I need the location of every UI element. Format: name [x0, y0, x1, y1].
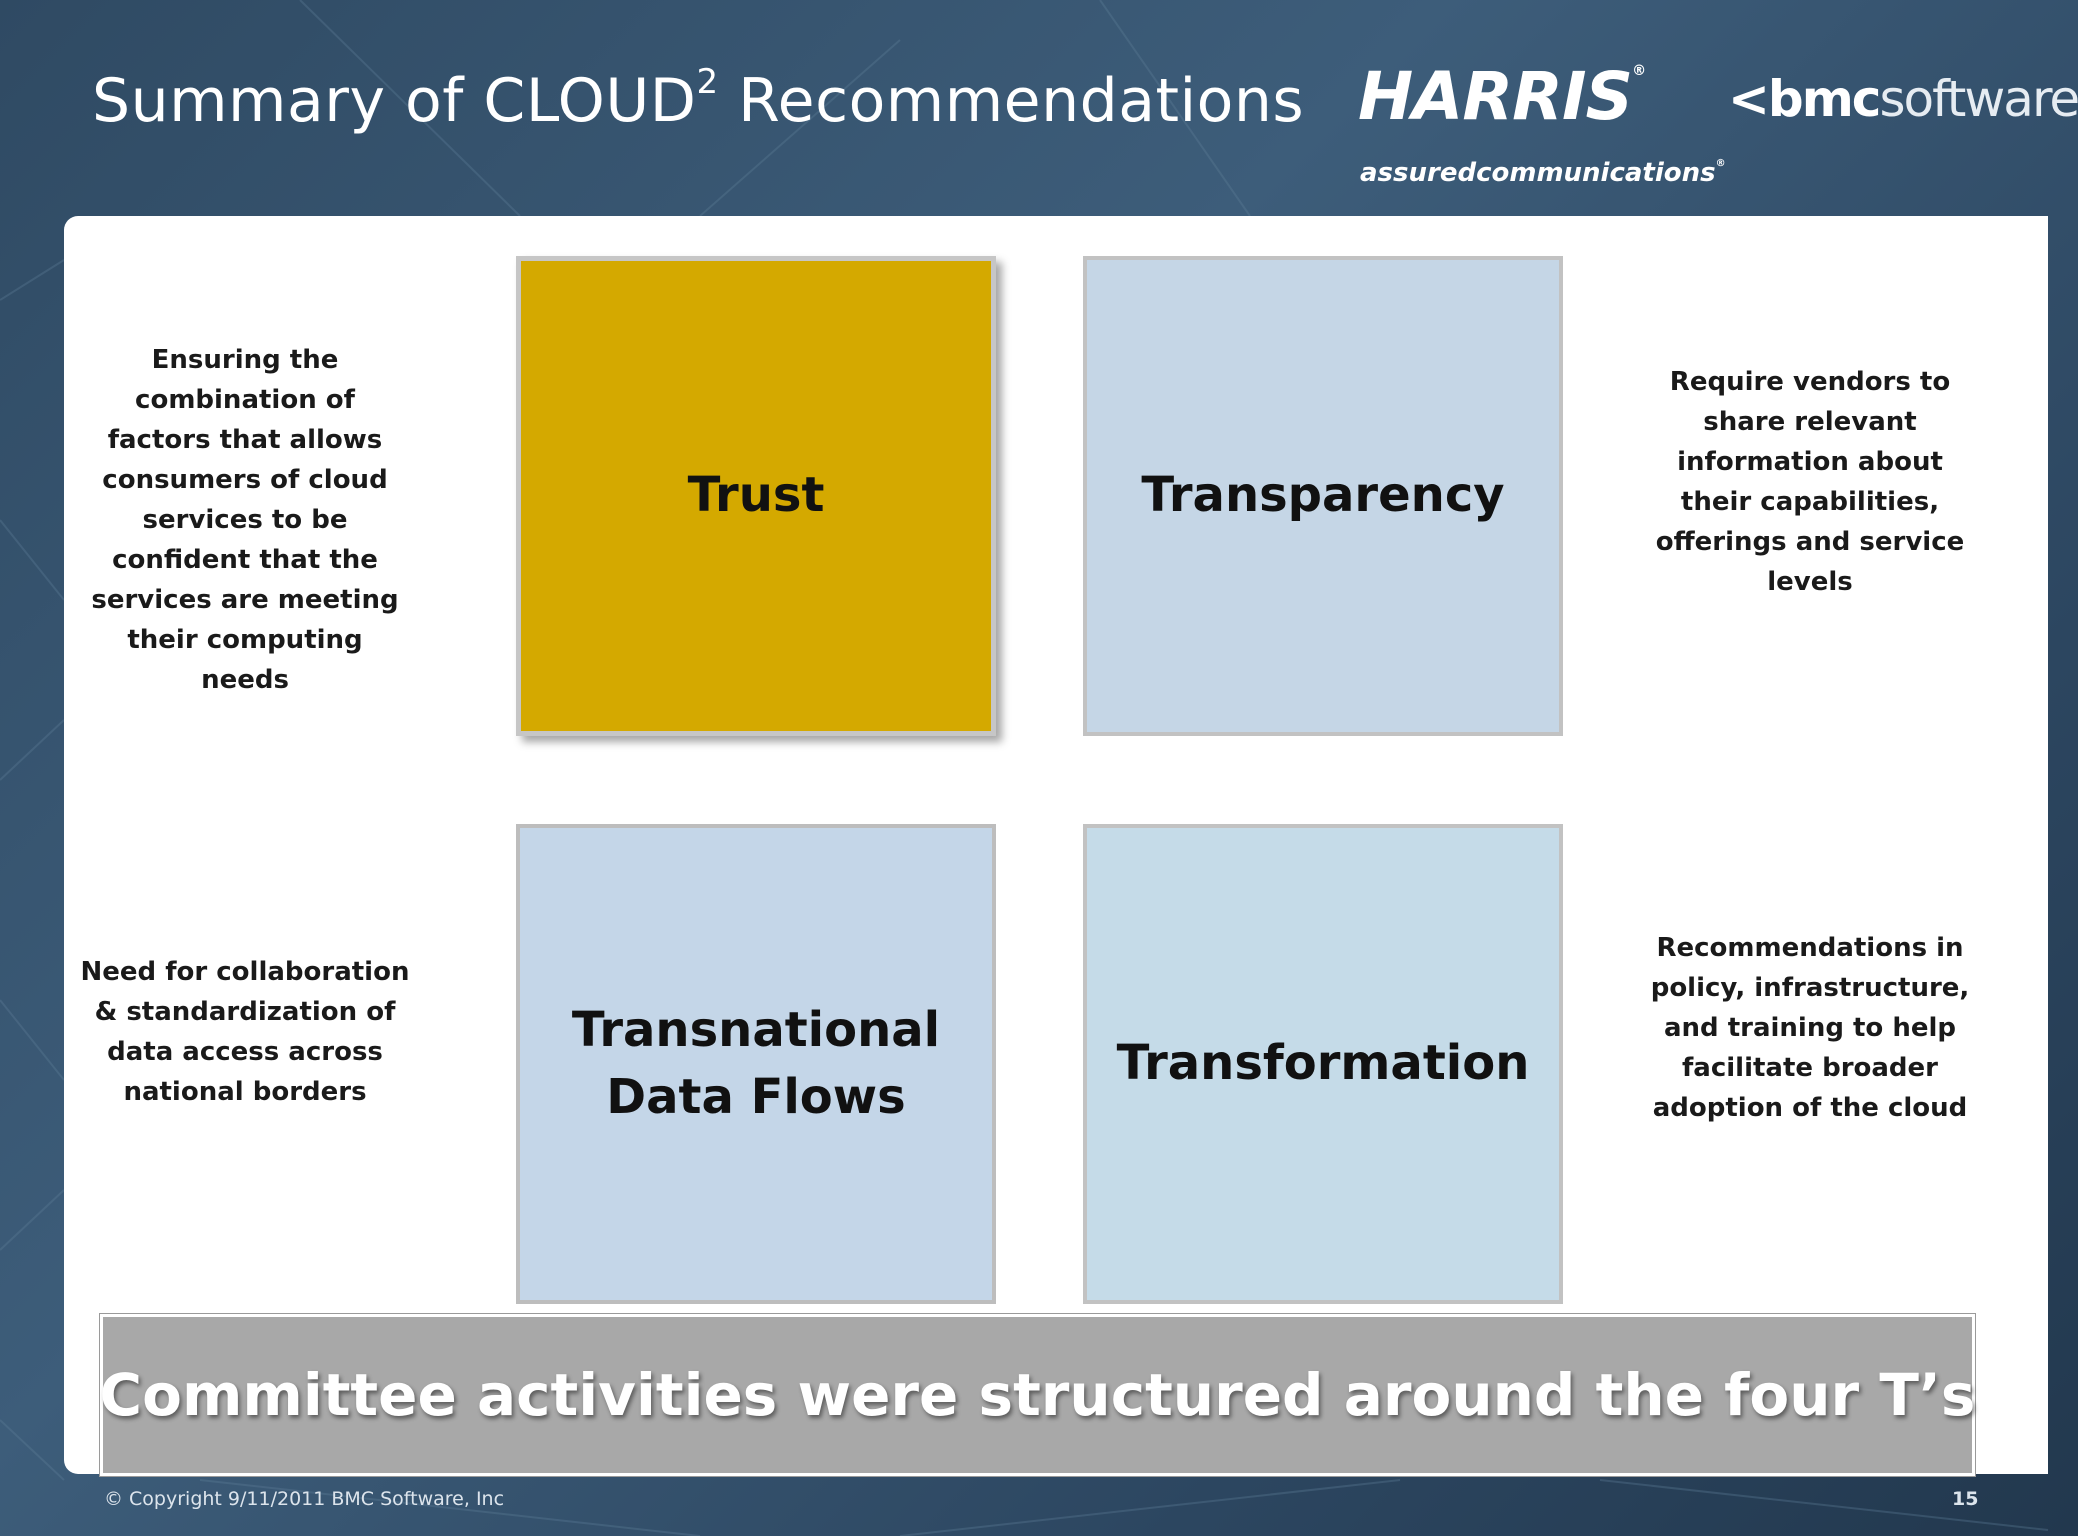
harris-tagline-text: assuredcommunications — [1360, 158, 1716, 188]
harris-logo-reg: ® — [1632, 63, 1646, 79]
transparency-description: Require vendors to share relevant information about their capabilities, offerings and service levels — [1655, 367, 1965, 597]
bmc-software-logo — [1728, 70, 2078, 128]
trust-description: Ensuring the combination of factors that allows consumers of cloud services to be confident that the services are meeting their computing needs — [91, 345, 399, 695]
transnational-data-flows-box — [516, 824, 996, 1304]
bmc-logo-bold: bmc — [1767, 70, 1880, 128]
transformation-box — [1083, 824, 1563, 1304]
harris-tagline — [1360, 158, 1726, 188]
harris-logo — [1358, 58, 1646, 135]
slide-title — [92, 62, 1305, 136]
bmc-arrow-icon: < — [1728, 70, 1768, 128]
transnational-label-line1: Transnational — [571, 1001, 941, 1058]
title-superscript: 2 — [696, 62, 719, 102]
bmc-logo-light: software — [1879, 70, 2078, 128]
harris-logo-word: HARRIS — [1358, 58, 1633, 135]
copyright-footer: © Copyright 9/11/2011 BMC Software, Inc — [104, 1488, 505, 1510]
transformation-label: Transformation — [1116, 1035, 1530, 1092]
trust-label: Trust — [687, 467, 825, 524]
transparency-box — [1083, 256, 1563, 736]
title-rest: Recommendations — [718, 66, 1305, 136]
summary-banner-text: Committee activities were structured around the four T’s — [99, 1361, 1976, 1429]
harris-tagline-reg: ® — [1715, 158, 1726, 169]
page-number: 15 — [1952, 1488, 1979, 1510]
summary-banner — [100, 1314, 1975, 1476]
transformation-description: Recommendations in policy, infrastructure, and training to help facilitate broader adoption of the cloud — [1650, 933, 1970, 1123]
trust-box — [516, 256, 996, 736]
title-main: Summary of CLOUD — [92, 66, 697, 136]
transnational-description: Need for collaboration & standardization of data access across national borders — [80, 957, 410, 1107]
transparency-label: Transparency — [1141, 467, 1505, 524]
transnational-label-line2: Data Flows — [606, 1069, 906, 1125]
